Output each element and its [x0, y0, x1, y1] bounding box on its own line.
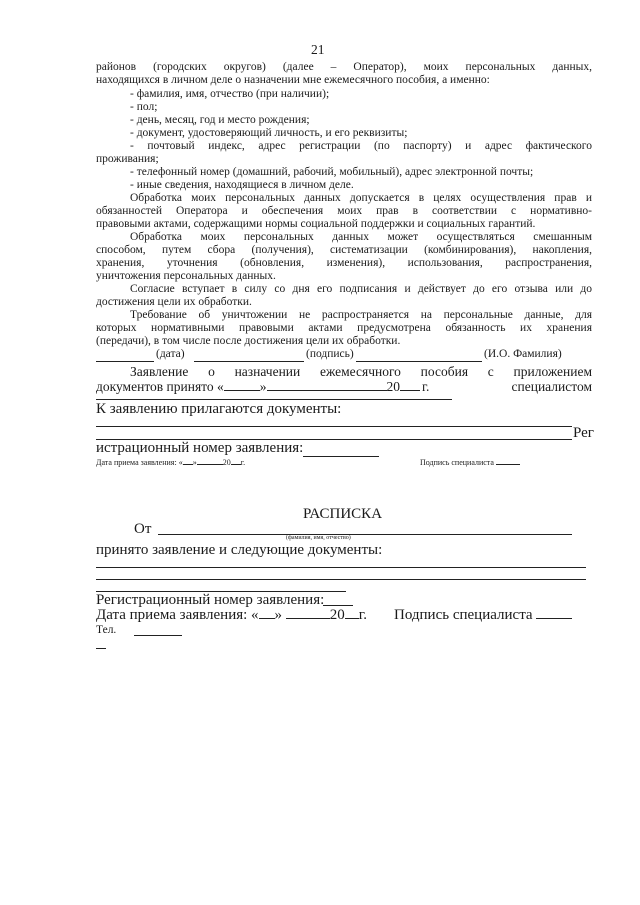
receipt-date: [96, 606, 367, 624]
receipt-date-year: 20: [329, 607, 345, 623]
receipt-date-year-blank[interactable]: [345, 606, 359, 619]
specialist-signature-small: [420, 457, 520, 467]
registration-number-blank[interactable]: [303, 456, 379, 457]
acceptance-year-suffix: г.: [422, 379, 430, 394]
acceptance-line-2: [96, 379, 592, 395]
receipt-date-day-blank[interactable]: [259, 606, 275, 619]
consent-line-2: находящихся в личном деле о назначении мне ежемесячного пособия, а именно:: [96, 74, 490, 86]
receipt-date-quote: »: [274, 607, 283, 623]
consent-item-birth: - день, месяц, год и место рождения;: [130, 114, 310, 126]
date-blank-line[interactable]: [96, 361, 154, 362]
acceptance-quote-close: »: [259, 379, 267, 394]
acceptance-year-blank[interactable]: [400, 379, 420, 391]
registration-prefix: Рег: [573, 425, 594, 441]
receipt-docs-line-2[interactable]: [96, 579, 586, 580]
receipt-from-label: От: [134, 521, 152, 537]
registration-label: истрационный номер заявления:: [96, 440, 304, 456]
signature-caption: (подпись): [306, 348, 354, 360]
receipt-docs-line-1[interactable]: [96, 567, 586, 568]
receipt-tel-label: Тел.: [96, 624, 117, 636]
paragraph-destruction-2: которых нормативными правовыми актами предусмотрена обязанность их хранения: [96, 322, 592, 334]
reception-date-small-year-blank[interactable]: [231, 457, 241, 465]
receipt-title: РАСПИСКА: [303, 506, 383, 522]
consent-item-postal: - почтовый индекс, адрес регистрации (по паспорту) и адрес фактического: [130, 140, 592, 152]
reception-date-small-month-blank[interactable]: [197, 457, 223, 465]
reception-date-small-g: г.: [240, 458, 246, 467]
paragraph-validity-1: Согласие вступает в силу со дня его подписания и действует до его отзыва или до: [130, 283, 592, 295]
paragraph-method-3: хранения, уточнения (обновления, изменения), использования, распространения,: [96, 257, 592, 269]
specialist-blank-line[interactable]: [96, 399, 452, 400]
receipt-date-label: Дата приема заявления: «: [96, 607, 259, 623]
consent-item-fio: - фамилия, имя, отчество (при наличии);: [130, 88, 330, 100]
paragraph-method-2: способом, путем сбора (получения), систематизации (комбинирования), накопления,: [96, 244, 592, 256]
consent-item-phone: - телефонный номер (домашний, рабочий, мобильный), адрес электронной почты;: [130, 166, 534, 178]
receipt-from-blank[interactable]: [158, 534, 572, 535]
acceptance-day-blank[interactable]: [224, 379, 260, 391]
receipt-registration-label: Регистрационный номер заявления:: [96, 592, 325, 608]
receipt-date-g: г.: [358, 607, 368, 623]
name-blank-line[interactable]: [356, 361, 482, 362]
paragraph-destruction-1: Требование об уничтожении не распространяется на персональные данные, для: [130, 309, 592, 321]
consent-line-1: районов (городских округов) (далее – Оператор), моих персональных данных,: [96, 61, 592, 73]
specialist-signature-small-label: Подпись специалиста: [420, 458, 494, 467]
paragraph-processing-1: Обработка моих персональных данных допускается в целях осуществления прав и: [130, 192, 592, 204]
specialist-signature-small-blank[interactable]: [496, 457, 520, 465]
receipt-signature-label: Подпись специалиста: [394, 607, 533, 623]
reception-date-small-quote: »: [192, 458, 197, 467]
page-number: 21: [311, 42, 325, 57]
consent-item-postal-cont: проживания;: [96, 153, 159, 165]
receipt-date-month-blank[interactable]: [286, 606, 330, 619]
consent-item-other: - иные сведения, находящиеся в личном деле.: [130, 179, 354, 191]
acceptance-month-blank[interactable]: [267, 379, 387, 391]
receipt-signature-blank[interactable]: [536, 606, 572, 619]
reception-date-small-label: Дата приема заявления: «: [96, 458, 183, 467]
acceptance-year-prefix: 20: [386, 379, 401, 394]
reception-date-small-day-blank[interactable]: [183, 457, 193, 465]
acceptance-line-1: Заявление о назначении ежемесячного пособия с приложением: [130, 364, 592, 379]
paragraph-destruction-3: (передачи), в том числе после достижения цели их обработки.: [96, 335, 401, 347]
paragraph-method-1: Обработка моих персональных данных может осуществляться смешанным: [130, 231, 592, 243]
attached-docs-line-1[interactable]: [96, 426, 572, 427]
date-caption: (дата): [156, 348, 185, 360]
reception-date-small-year: 20: [222, 458, 231, 467]
receipt-tel-dash: [96, 648, 106, 649]
paragraph-method-4: уничтожения персональных данных.: [96, 270, 276, 282]
receipt-accepted-label: принято заявление и следующие документы:: [96, 542, 383, 558]
paragraph-validity-2: достижения цели их обработки.: [96, 296, 252, 308]
name-caption: (И.О. Фамилия): [484, 348, 562, 360]
attached-docs-label: К заявлению прилагаются документы:: [96, 401, 342, 417]
receipt-signature: [394, 606, 572, 624]
receipt-tel-blank[interactable]: [134, 635, 182, 636]
paragraph-processing-3: правовыми актами, содержащими нормы социальной поддержки и социальных гарантий.: [96, 218, 536, 230]
paragraph-processing-2: обязанностей Оператора и обеспечения моих прав в соответствии с нормативно-: [96, 205, 592, 217]
reception-date-small: [96, 457, 245, 467]
consent-item-document: - документ, удостоверяющий личность, и его реквизиты;: [130, 127, 408, 139]
acceptance-specialist: специалистом: [511, 379, 592, 394]
receipt-fio-caption: (фамилия, имя, отчество): [286, 535, 351, 541]
acceptance-prefix: документов принято «: [96, 379, 224, 394]
consent-item-sex: - пол;: [130, 101, 158, 113]
signature-blank-line[interactable]: [194, 361, 304, 362]
